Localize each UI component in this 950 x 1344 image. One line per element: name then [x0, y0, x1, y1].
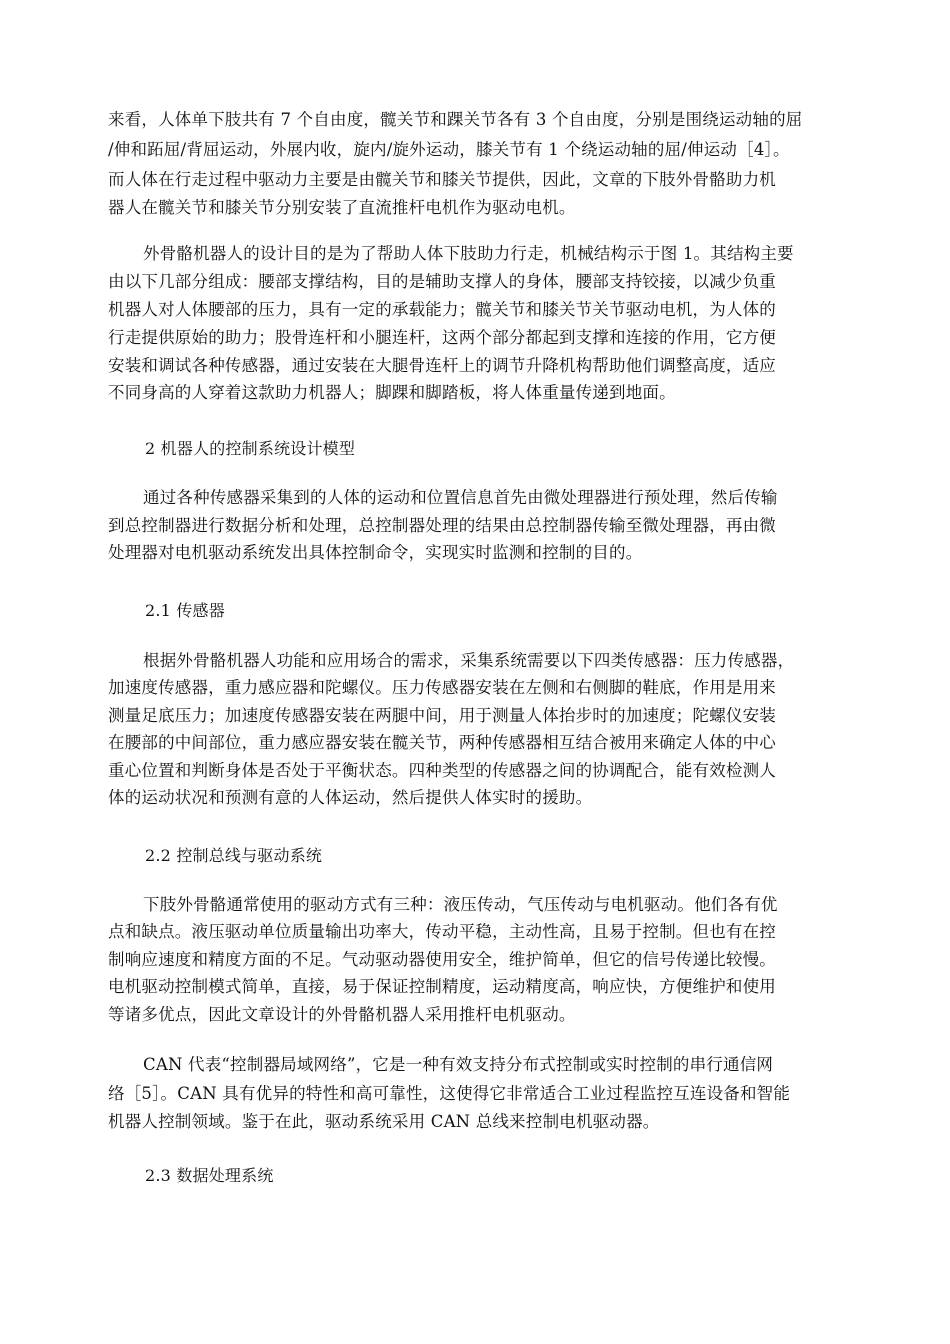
text-line: 下肢外骨骼通常使用的驱动方式有三种：液压传动，气压传动与电机驱动。他们各有优 [143, 895, 778, 914]
text-line: 来看，人体单下肢共有 7 个自由度，髋关节和踝关节各有 3 个自由度，分别是围绕运动轴的屈 [108, 110, 803, 129]
text-line: 加速度传感器，重力感应器和陀螺仪。压力传感器安装在左侧和右侧脚的鞋底，作用是用来 [108, 678, 776, 697]
section-heading: 2.3 数据处理系统 [145, 1166, 274, 1185]
section-heading: 2.2 控制总线与驱动系统 [145, 846, 323, 865]
text-line: CAN 代表“控制器局域网络”，它是一种有效支持分布式控制或实时控制的串行通信网 [143, 1055, 774, 1074]
text-line: 器人在髋关节和膝关节分别安装了直流推杆电机作为驱动电机。 [108, 198, 576, 217]
text-line: 行走提供原始的助力；股骨连杆和小腿连杆，这两个部分都起到支撑和连接的作用，它方便 [108, 328, 776, 347]
text-line: 电机驱动控制模式简单，直接，易于保证控制精度，运动精度高，响应快，方便维护和使用 [108, 977, 776, 996]
text-line: 外骨骼机器人的设计目的是为了帮助人体下肢助力行走，机械结构示于图 1。其结构主要 [143, 244, 794, 263]
text-line: 点和缺点。液压驱动单位质量输出功率大，传动平稳，主动性高，且易于控制。但也有在控 [108, 922, 776, 941]
text-line: 不同身高的人穿着这款助力机器人；脚踝和脚踏板，将人体重量传递到地面。 [108, 383, 676, 402]
text-line: 而人体在行走过程中驱动力主要是由髋关节和膝关节提供，因此，文章的下肢外骨骼助力机 [108, 170, 776, 189]
text-line: 测量足底压力；加速度传感器安装在两腿中间，用于测量人体抬步时的加速度；陀螺仪安装 [108, 706, 776, 725]
text-line: 在腰部的中间部位，重力感应器安装在髋关节，两种传感器相互结合被用来确定人体的中心 [108, 733, 776, 752]
text-line: /伸和跖屈/背屈运动，外展内收，旋内/旋外运动，膝关节有 1 个绕运动轴的屈/伸运动［4］。 [108, 140, 790, 159]
text-line: 安装和调试各种传感器，通过安装在大腿骨连杆上的调节升降机构帮助他们调整高度，适应 [108, 356, 776, 375]
section-heading: 2.1 传感器 [145, 601, 225, 620]
text-line: 到总控制器进行数据分析和处理，总控制器处理的结果由总控制器传输至微处理器，再由微 [108, 516, 776, 535]
text-line: 机器人控制领域。鉴于在此，驱动系统采用 CAN 总线来控制电机驱动器。 [108, 1112, 660, 1131]
text-line: 重心位置和判断身体是否处于平衡状态。四种类型的传感器之间的协调配合，能有效检测人 [108, 761, 776, 780]
text-line: 体的运动状况和预测有意的人体运动，然后提供人体实时的援助。 [108, 788, 593, 807]
section-heading: 2 机器人的控制系统设计模型 [145, 439, 356, 458]
text-line: 通过各种传感器采集到的人体的运动和位置信息首先由微处理器进行预处理，然后传输 [143, 488, 778, 507]
text-line: 等诸多优点，因此文章设计的外骨骼机器人采用推杆电机驱动。 [108, 1005, 576, 1024]
text-line: 由以下几部分组成：腰部支撑结构，目的是辅助支撑人的身体，腰部支持铰接，以减少负重 [108, 272, 776, 291]
text-line: 根据外骨骼机器人功能和应用场合的需求，采集系统需要以下四类传感器：压力传感器， [143, 651, 795, 670]
text-line: 制响应速度和精度方面的不足。气动驱动器使用安全，维护简单，但它的信号传递比较慢。 [108, 950, 776, 969]
text-line: 络［5］。CAN 具有优异的特性和高可靠性，这使得它非常适合工业过程监控互连设备和智能 [108, 1084, 791, 1103]
text-line: 处理器对电机驱动系统发出具体控制命令，实现实时监测和控制的目的。 [108, 543, 643, 562]
text-line: 机器人对人体腰部的压力，具有一定的承载能力；髋关节和膝关节关节驱动电机，为人体的 [108, 300, 776, 319]
